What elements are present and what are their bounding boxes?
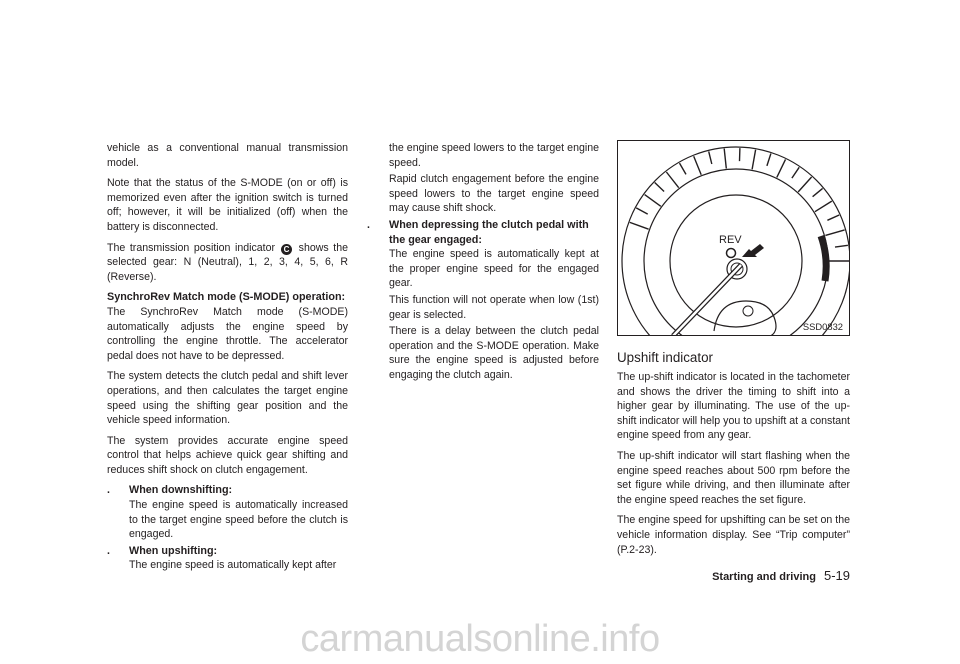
gauge-tick <box>630 222 649 229</box>
gauge-tick <box>709 151 712 164</box>
section-title: Upshift indicator <box>617 350 714 365</box>
redline-band <box>821 236 826 281</box>
gauge-tick <box>815 201 832 212</box>
paragraph: The up-shift indicator will start flashing when the engine speed reaches about 500 rpm before the set figure while driving, and then illuminate after the engine speed reaches the set figure. <box>617 449 850 506</box>
bullet-heading <box>107 544 348 559</box>
bullet-icon: . <box>107 544 110 557</box>
bullet-body: There is a delay between the clutch pedal operation and the S-MODE operation. Make sure the engine speed is adjusted before engaging the clutch again. <box>389 325 599 381</box>
gauge-tick <box>666 172 678 188</box>
gauge-tick <box>798 177 811 192</box>
gauge-tick <box>835 245 848 247</box>
tachometer-illustration <box>618 141 850 336</box>
lower-knob <box>743 306 753 316</box>
figure-code: SSD0832 <box>802 321 843 332</box>
gauge-tick <box>636 208 648 214</box>
bullet-icon: . <box>107 484 110 497</box>
right-column <box>617 350 850 563</box>
bullet-title: When downshifting: <box>129 484 233 497</box>
lower-display <box>714 301 776 336</box>
bullet-body: The engine speed is automatically kept at the proper engine speed for the engaged gear. <box>389 248 599 290</box>
bullet-body: The engine speed is automatically increased to the target engine speed before the clutch is engaged. <box>129 499 348 541</box>
gauge-tick <box>645 195 661 207</box>
bullet-body: The engine speed is automatically kept after <box>129 559 337 572</box>
bullet-heading <box>107 483 348 498</box>
paragraph: The system provides accurate engine speed control that helps achieve quick gear shifting and reduces shift shock on clutch engagement. <box>107 434 348 476</box>
paragraph: The SynchroRev Match mode (S-MODE) automatically adjusts the engine speed by controlling the engine throttle. The accelerator pedal does not have to be depressed. <box>107 305 348 362</box>
paragraph: Rapid clutch engagement before the engine speed lowers to the target engine speed may cause shift shock. <box>389 173 599 215</box>
paragraph <box>107 241 348 285</box>
page-footer <box>712 568 850 583</box>
text-fragment: The transmission position indicator <box>107 241 276 254</box>
subheading: SynchroRev Match mode (S-MODE) operation: <box>107 291 346 304</box>
upshift-indicator-icon <box>727 249 736 258</box>
gauge-tick <box>813 188 823 196</box>
paragraph: the engine speed lowers to the target engine speed. <box>389 142 599 169</box>
pointer-arrow-icon <box>742 244 764 257</box>
gauge-tick <box>655 183 664 192</box>
paragraph: The engine speed for upshifting can be set on the vehicle information display. See “Trip computer” (P.2-23). <box>617 514 850 556</box>
left-column <box>107 141 348 575</box>
gauge-tick <box>680 163 687 174</box>
tachometer-figure <box>617 140 850 336</box>
gauge-tick <box>767 154 771 166</box>
watermark: carmanualsonline.info <box>300 618 660 660</box>
gauge-tick <box>827 215 839 220</box>
page-number: 5-19 <box>823 568 850 583</box>
paragraph: vehicle as a conventional manual transmission model. <box>107 142 348 169</box>
paragraph: The system detects the clutch pedal and shift lever operations, and then calculates the target engine speed using the shifting gear position and the vehicle speed information. <box>107 370 348 427</box>
paragraph: Note that the status of the S-MODE (on or off) is memorized even after the ignition switch is turned off; however, it will be initialized (off) when the battery is disconnected. <box>107 177 348 233</box>
rev-label: REV <box>719 234 742 246</box>
bullet-heading <box>367 218 599 247</box>
gauge-tick <box>724 149 726 169</box>
footer-section: Starting and driving <box>712 571 816 583</box>
bullet-body: This function will not operate when low (1st) gear is selected. <box>389 293 599 321</box>
paragraph: The up-shift indicator is located in the tachometer and shows the driver the timing to shift into a higher gear by illuminating. The use of the up-shift indicator will help you to upshift at a constant engine speed from any gear. <box>617 371 850 442</box>
bullet-icon: . <box>367 218 370 231</box>
gauge-tick <box>792 167 799 178</box>
bullet-title: When upshifting: <box>129 544 218 557</box>
gauge-tick <box>777 159 786 177</box>
gauge-tick <box>694 156 702 175</box>
indicator-c-icon: C <box>281 244 292 255</box>
bullet-title: When depressing the clutch pedal with the gear engaged: <box>389 218 589 246</box>
gauge-tick <box>825 230 844 236</box>
text-fragment: shows the selected gear: N (Neutral), 1, 2, 3, 4, 5, 6, R (Reverse). <box>107 241 348 283</box>
middle-column <box>367 141 599 385</box>
gauge-tick <box>752 150 756 170</box>
